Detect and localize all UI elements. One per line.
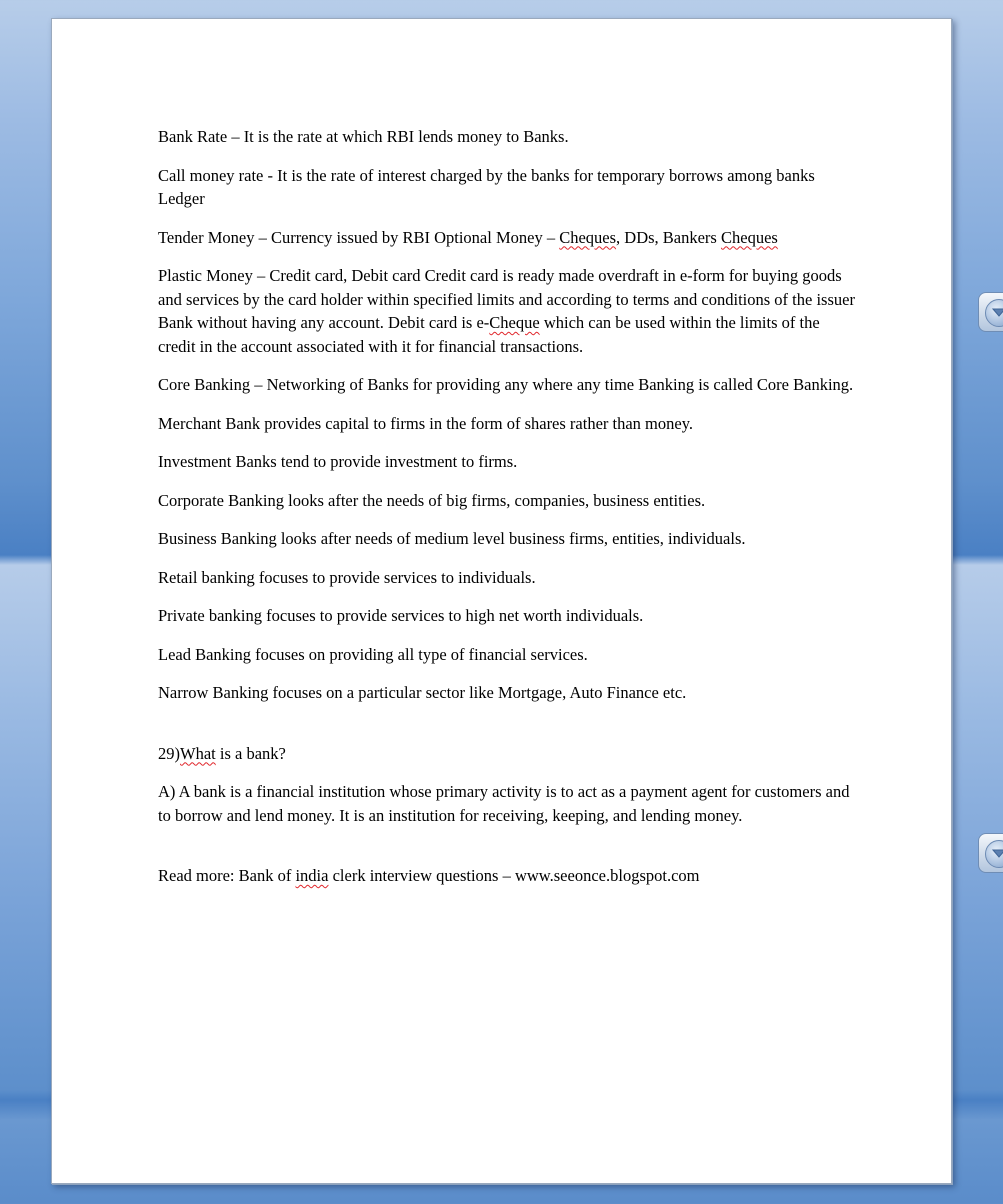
document-paragraph xyxy=(158,864,858,888)
document-body[interactable] xyxy=(158,125,858,903)
scroll-browse-button-upper[interactable] xyxy=(978,292,1003,332)
paragraph-text: , DDs, Bankers xyxy=(616,227,721,247)
document-page xyxy=(51,18,952,1184)
paragraph-text: clerk interview questions – www.seeonce.blogspot.com xyxy=(328,866,700,885)
document-paragraph xyxy=(158,566,858,590)
misspelled-word: india xyxy=(295,866,329,885)
paragraph-text: Core Banking – Networking of Banks for providing any where any time Banking is called Core Banking. xyxy=(158,375,854,394)
paragraph-text: Read more: Bank of xyxy=(158,866,296,885)
paragraph-text: Bank Rate – It is the rate at which RBI lends money to Banks. xyxy=(158,127,569,146)
document-paragraph xyxy=(158,412,858,436)
misspelled-word: What xyxy=(180,743,216,763)
document-paragraph xyxy=(158,373,858,397)
document-paragraph xyxy=(158,164,858,211)
browse-down-icon xyxy=(985,299,1003,327)
paragraph-text: Call money rate - It is the rate of interest charged by the banks for temporary borrows among banks Ledger xyxy=(158,165,815,208)
browse-down-icon xyxy=(985,840,1003,868)
document-paragraph xyxy=(158,604,858,628)
misspelled-word: Cheque xyxy=(489,313,540,332)
paragraph-text: which can be used within the limits of the credit in the account associated with it for financial transactions. xyxy=(158,313,820,356)
document-paragraph xyxy=(158,681,858,705)
document-paragraph xyxy=(158,226,858,250)
document-paragraph xyxy=(158,125,858,149)
document-paragraph xyxy=(158,780,858,827)
scroll-browse-button-lower[interactable] xyxy=(978,833,1003,873)
document-paragraph xyxy=(158,450,858,474)
paragraph-text: Corporate Banking looks after the needs of big firms, companies, business entities. xyxy=(158,490,706,510)
paragraph-text: 29) xyxy=(158,743,180,763)
paragraph-text: Lead Banking focuses on providing all type of financial services. xyxy=(158,644,588,664)
paragraph-text: Business Banking looks after needs of medium level business firms, entities, individuals. xyxy=(158,529,746,548)
paragraph-text: Narrow Banking focuses on a particular sector like Mortgage, Auto Finance etc. xyxy=(158,683,687,702)
misspelled-word: Cheques xyxy=(559,227,617,247)
document-paragraph xyxy=(158,742,858,766)
paragraph-text: Private banking focuses to provide services to high net worth individuals. xyxy=(158,606,644,625)
paragraph-text: Plastic Money – Credit card, Debit card Credit card is ready made overdraft in e-form for buying goods and services by the card holder within specified limits and according to terms and conditions of the issuer Bank without having any account. Debit card is e- xyxy=(158,266,855,332)
document-paragraph xyxy=(158,264,858,358)
document-paragraph xyxy=(158,527,858,551)
paragraph-text: is a bank? xyxy=(215,743,286,763)
document-paragraph xyxy=(158,643,858,667)
paragraph-text: Merchant Bank provides capital to firms in the form of shares rather than money. xyxy=(158,413,694,433)
document-paragraph xyxy=(158,489,858,513)
paragraph-text: Tender Money – Currency issued by RBI Optional Money – xyxy=(158,227,560,247)
paragraph-text: A) A bank is a financial institution whose primary activity is to act as a payment agent for customers and to borrow and lend money. It is an institution for receiving, keeping, and lending money. xyxy=(158,782,850,825)
paragraph-text: Retail banking focuses to provide services to individuals. xyxy=(158,567,536,587)
paragraph-text: Investment Banks tend to provide investment to firms. xyxy=(158,452,518,471)
misspelled-word: Cheques xyxy=(720,227,778,247)
